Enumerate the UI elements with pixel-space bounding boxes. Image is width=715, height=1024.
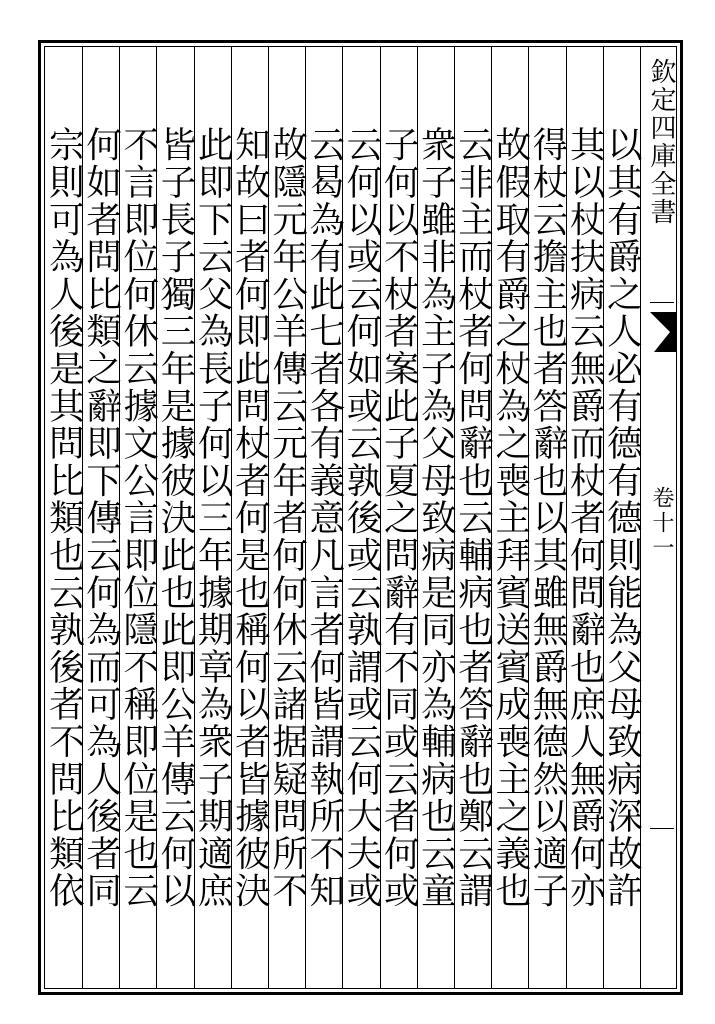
text-column: 衆子雖非為主子為父母致病是同亦為輔病也云童: [415, 126, 457, 910]
text-column: 以其有爵之人必有德有德則能為父母致病深故許: [601, 126, 643, 910]
text-column: 何如者問比類之辭即下傳云何為而可為人後者同: [80, 126, 122, 910]
text-column: 其以杖扶病云無爵而杖者何問辭也庶人無爵何亦: [564, 126, 606, 910]
text-column: 云何以或云何如或云孰後或云孰謂或云何大夫或: [341, 126, 382, 910]
fishtail-mark-icon: [650, 312, 677, 352]
banxin-margin: [645, 46, 677, 989]
margin-volume: 卷十一: [649, 486, 674, 561]
text-column: 子何以不杖者案此子夏之問辭有不同或云者何或: [378, 126, 420, 910]
column-rule: [82, 46, 83, 989]
column-rule: [640, 46, 641, 989]
column-rule: [268, 46, 269, 989]
column-rule: [454, 46, 455, 989]
column-rule: [231, 46, 232, 989]
text-column: 故假取有爵之杖為之喪主拜賓送賓成喪主之義也: [489, 126, 531, 910]
column-rule: [603, 46, 604, 989]
column-rule: [491, 46, 492, 989]
text-column: 此即下云父為長子何以三年據期章為衆子期適庶: [192, 126, 234, 910]
column-rule: [305, 46, 306, 989]
column-rule: [528, 46, 529, 989]
column-rule: [342, 46, 343, 989]
text-column: 不言即位何休云據文公言即位隱不稱即位是也云: [117, 126, 159, 910]
column-rule: [194, 46, 195, 989]
margin-title: 欽定四庫全書: [646, 58, 676, 226]
column-rule: [566, 46, 567, 989]
column-rule: [417, 46, 418, 989]
column-rule: [380, 46, 381, 989]
text-column: 知故曰者何即此問杖者何是也稱何以者皆據彼決: [229, 126, 271, 910]
text-column: 皆子長子獨三年是據彼決此也此即公羊傳云何以: [155, 126, 196, 910]
text-column: 宗則可為人後是其問比類也云孰後者不問比類依: [43, 126, 85, 910]
text-column: 云非主而杖者何問辭也云輔病也者答辭也鄭云謂: [452, 126, 494, 910]
column-rule: [156, 46, 157, 989]
margin-divider: [650, 302, 674, 303]
text-column: 云曷為有此七者各有義意凡言者何皆謂執所不知: [303, 126, 345, 910]
column-rule: [119, 46, 120, 989]
text-column: 得杖云擔主也者答辭也以其雖無爵無德然以適子: [527, 126, 568, 910]
text-column: 故隱元年公羊傳云元年者何何休云諸据疑問所不: [266, 126, 308, 910]
margin-tick: [650, 828, 674, 829]
